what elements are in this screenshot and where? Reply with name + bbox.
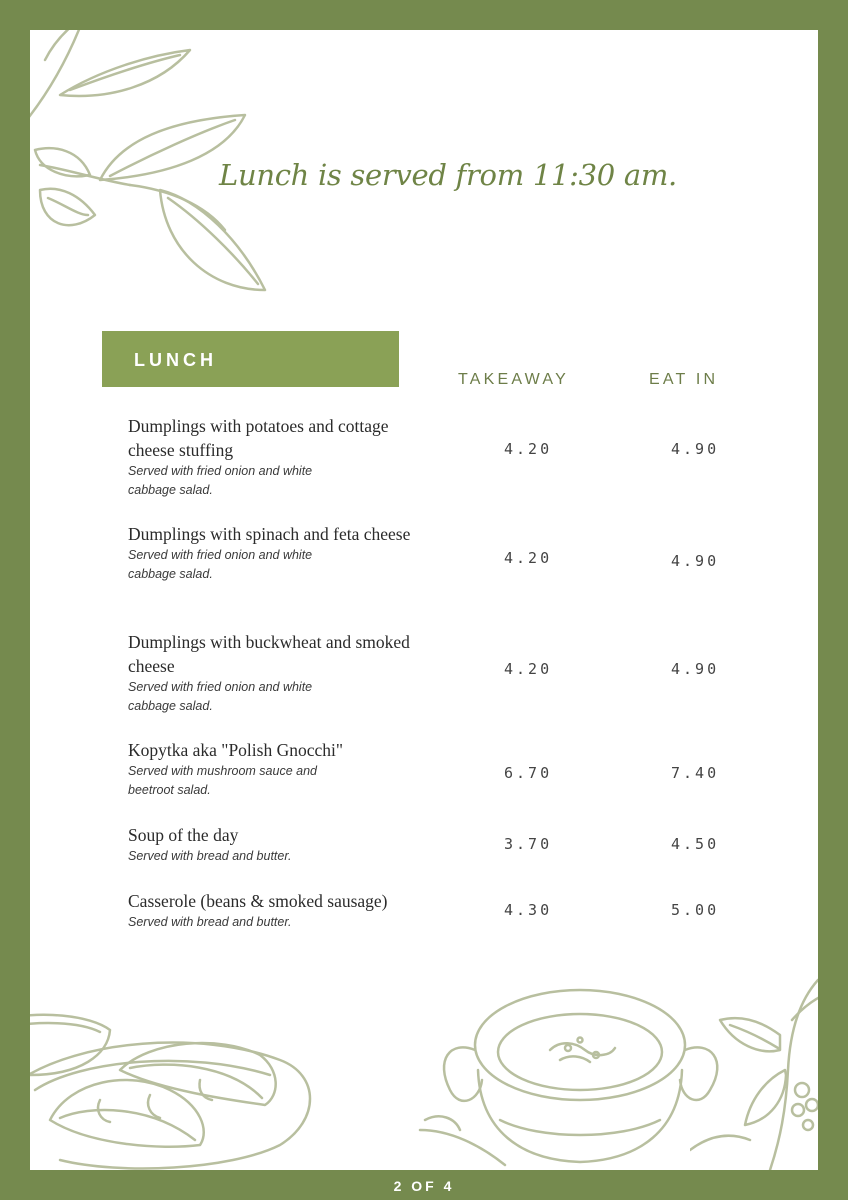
takeaway-price: 6.70 [504, 764, 553, 782]
eat-in-price: 4.90 [671, 440, 720, 458]
menu-item-description: Served with bread and butter. [128, 849, 292, 863]
eat-in-price: 5.00 [671, 901, 720, 919]
eat-in-column-header: EAT IN [649, 371, 719, 388]
menu-item [128, 414, 428, 499]
menu-item-name: Casserole (beans & smoked sausage) [128, 891, 388, 911]
menu-item-name: Dumplings with potatoes and cottage cheese stuffing [128, 416, 389, 460]
eat-in-price: 7.40 [671, 764, 720, 782]
menu-item-name: Kopytka aka "Polish Gnocchi" [128, 740, 344, 760]
menu-item-description: Served with mushroom sauce and beetroot salad. [128, 764, 317, 797]
section-header-bar [102, 331, 399, 387]
eat-in-price: 4.90 [671, 552, 720, 570]
lunch-time-headline: Lunch is served from 11:30 am. [219, 158, 677, 192]
berry-branch-illustration [690, 960, 818, 1170]
menu-item [128, 823, 428, 866]
takeaway-price: 3.70 [504, 835, 553, 853]
takeaway-price: 4.30 [504, 901, 553, 919]
eat-in-price: 4.90 [671, 660, 720, 678]
menu-item-description: Served with fried onion and white cabbage salad. [128, 548, 313, 581]
menu-item [128, 630, 428, 715]
takeaway-column-header: TAKEAWAY [458, 371, 569, 388]
menu-item-name: Soup of the day [128, 825, 239, 845]
menu-page [30, 30, 818, 1170]
menu-item-description: Served with bread and butter. [128, 915, 292, 929]
section-title: LUNCH [134, 350, 217, 370]
menu-item-description: Served with fried onion and white cabbage salad. [128, 680, 313, 713]
takeaway-price: 4.20 [504, 440, 553, 458]
menu-item-name: Dumplings with spinach and feta cheese [128, 524, 411, 544]
takeaway-price: 4.20 [504, 549, 553, 567]
eat-in-price: 4.50 [671, 835, 720, 853]
menu-item [128, 738, 428, 799]
dumplings-plate-illustration [30, 980, 340, 1170]
takeaway-price: 4.20 [504, 660, 553, 678]
menu-item-description: Served with fried onion and white cabbage salad. [128, 464, 313, 497]
page-number: 2 OF 4 [393, 1178, 455, 1194]
menu-item [128, 889, 448, 932]
menu-item [128, 522, 428, 583]
menu-item-name: Dumplings with buckwheat and smoked cheese [128, 632, 410, 676]
